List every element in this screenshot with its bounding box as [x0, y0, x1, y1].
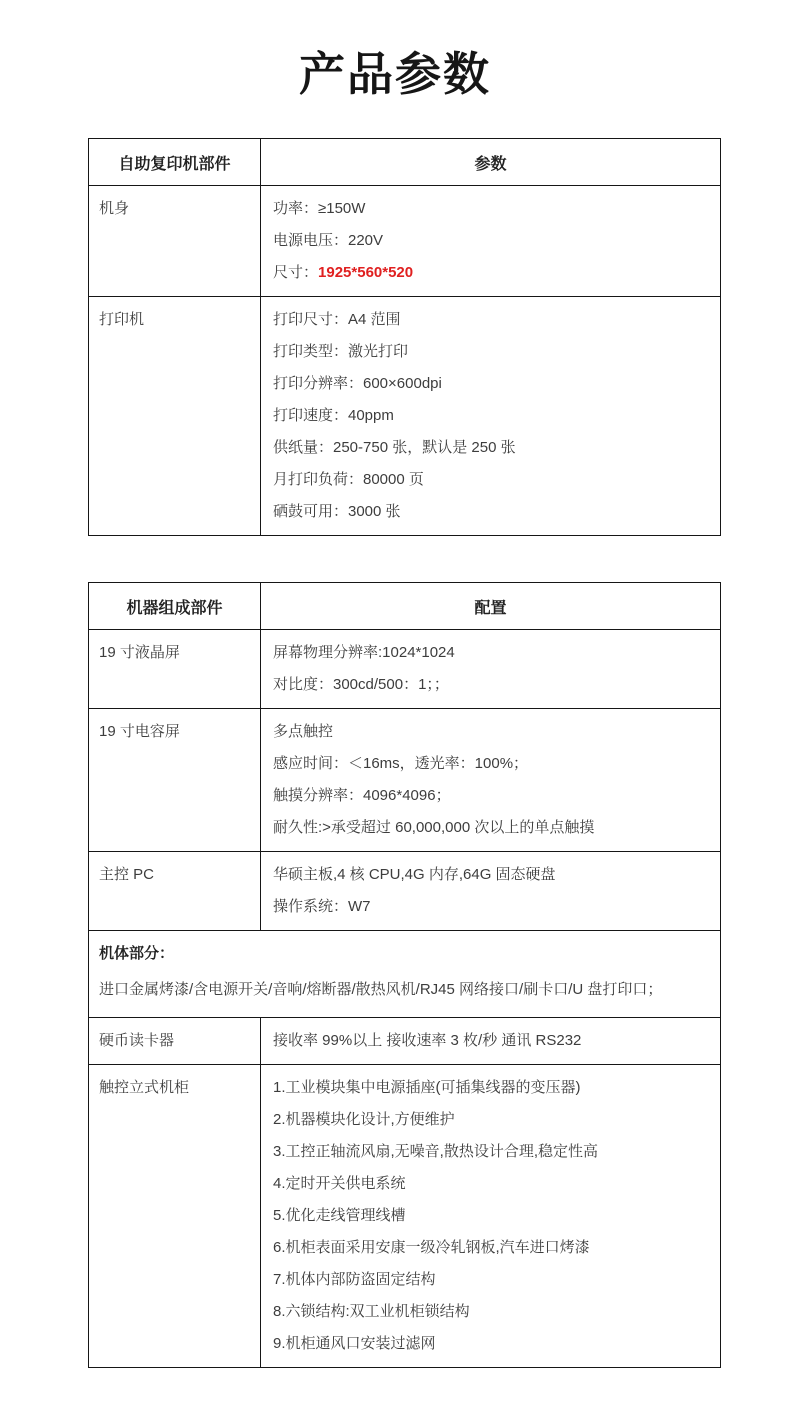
spec-line: 操作系统：W7 — [273, 898, 371, 915]
spec-line: 硒鼓可用：3000 张 — [273, 503, 401, 520]
spec-line: 多点触控 — [273, 723, 334, 740]
spec-line-dimensions — [273, 257, 712, 289]
spec-line: 屏幕物理分辨率:1024*1024 — [273, 644, 455, 661]
copier-table-header-part: 自助复印机部件 — [89, 139, 261, 186]
spec-line: 触摸分辨率：4096*4096； — [273, 787, 451, 804]
product-spec-page — [0, 38, 790, 1402]
component-table-header-part: 机器组成部件 — [89, 583, 261, 630]
body-section-title: 机体部分： — [99, 945, 175, 962]
spec-line: 8.六锁结构:双工业机柜锁结构 — [273, 1303, 470, 1320]
row-label-lcd-screen: 19 寸液晶屏 — [99, 644, 180, 661]
spec-line: 9.机柜通风口安装过滤网 — [273, 1335, 436, 1352]
body-section-description: 进口金属烤漆/含电源开关/音响/熔断器/散热风机/RJ45 网络接口/刷卡口/U 盘打印口； — [99, 981, 663, 998]
spec-line: 5.优化走线管理线槽 — [273, 1207, 406, 1224]
table-header-row — [89, 139, 721, 186]
components-configuration-table — [88, 582, 721, 1368]
table-row — [89, 1018, 721, 1065]
spec-line: 1.工业模块集中电源插座(可插集线器的变压器) — [273, 1079, 581, 1096]
spec-line: 7.机体内部防盗固定结构 — [273, 1271, 436, 1288]
spec-line: 电源电压：220V — [273, 232, 384, 249]
dimension-value: 1925*560*520 — [318, 264, 414, 281]
table-row — [89, 186, 721, 297]
table-header-row — [89, 583, 721, 630]
copier-parameters-table — [88, 138, 721, 536]
table-row-body-section — [89, 931, 721, 1018]
spec-line: 对比度：300cd/500：1；； — [273, 676, 449, 693]
row-label-coin-reader: 硬币读卡器 — [99, 1032, 175, 1049]
row-label-touch-cabinet: 触控立式机柜 — [99, 1079, 190, 1096]
row-label-capacitive-screen: 19 寸电容屏 — [99, 723, 180, 740]
spec-line: 4.定时开关供电系统 — [273, 1175, 406, 1192]
spec-line: 耐久性:>承受超过 60,000,000 次以上的单点触摸 — [273, 819, 595, 836]
row-label-main-pc: 主控 PC — [99, 866, 155, 883]
spec-line: 月打印负荷：80000 页 — [273, 471, 424, 488]
spec-line: 华硕主板,4 核 CPU,4G 内存,64G 固态硬盘 — [273, 866, 556, 883]
spec-line: 打印尺寸：A4 范围 — [273, 311, 401, 328]
table-row — [89, 630, 721, 709]
row-label-body: 机身 — [99, 200, 130, 217]
copier-table-header-param: 参数 — [261, 139, 721, 186]
component-table-header-config: 配置 — [261, 583, 721, 630]
spec-line: 功率：≥150W — [273, 200, 366, 217]
spec-line: 2.机器模块化设计,方便维护 — [273, 1111, 455, 1128]
table-row — [89, 1065, 721, 1368]
spec-line: 打印类型：激光打印 — [273, 343, 409, 360]
table-row — [89, 852, 721, 931]
spec-line: 接收率 99%以上 接收速率 3 枚/秒 通讯 RS232 — [273, 1032, 582, 1049]
page-title: 产品参数 — [299, 48, 491, 100]
spec-line: 6.机柜表面采用安康一级冷轧钢板,汽车进口烤漆 — [273, 1239, 590, 1256]
spec-line: 打印速度：40ppm — [273, 407, 394, 424]
table-gap — [0, 536, 790, 582]
spec-line: 感应时间：＜16ms，透光率：100%； — [273, 755, 529, 772]
spec-line: 3.工控正轴流风扇,无噪音,散热设计合理,稳定性高 — [273, 1143, 599, 1160]
dimension-label: 尺寸： — [273, 264, 319, 281]
row-label-printer: 打印机 — [99, 311, 145, 328]
spec-line: 供纸量：250-750 张，默认是 250 张 — [273, 439, 516, 456]
table-row — [89, 709, 721, 852]
table-row — [89, 297, 721, 536]
spec-line: 打印分辨率：600×600dpi — [273, 375, 442, 392]
